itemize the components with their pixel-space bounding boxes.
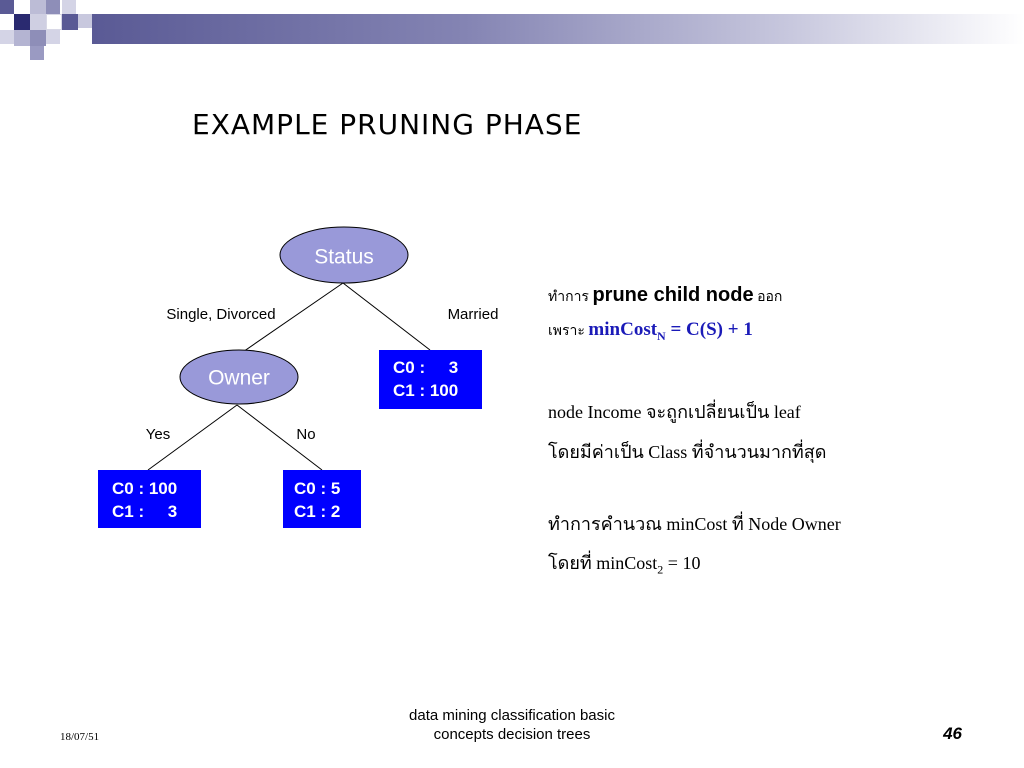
explanation-line-5: ทำการคำนวณ minCost ที่ Node Owner <box>548 514 841 534</box>
line2-subscript: N <box>657 328 666 343</box>
line6-subscript: 2 <box>657 562 664 577</box>
edge-status-married <box>343 283 430 350</box>
footer-date: 18/07/51 <box>60 731 100 743</box>
line1-suffix: ออก <box>757 290 783 305</box>
line2-formula <box>588 319 753 343</box>
explanation-line-2 <box>548 319 753 344</box>
line1-emphasis: prune child node <box>592 284 754 306</box>
explanation-line-3: node Income จะถูกเปลี่ยนเป็น leaf <box>548 402 801 422</box>
leaf-married-c0: C0 : 3 <box>393 358 459 377</box>
footer-caption-line-1: data mining classification basic <box>409 707 615 724</box>
footer-caption <box>362 706 662 744</box>
leaf-yes-c0: C0 : 100 <box>112 479 178 498</box>
explanation-line-1 <box>548 284 782 308</box>
node-status-label: Status <box>314 245 374 269</box>
explanation-line-4: โดยมีค่าเป็น Class ที่จำนวนมากที่สุด <box>548 442 827 462</box>
slide-title: EXAMPLE PRUNING PHASE <box>192 108 583 141</box>
line2-prefix: เพราะ <box>548 324 585 339</box>
leaf-no-c0: C0 : 5 <box>294 479 341 498</box>
edge-label-yes: Yes <box>145 426 171 443</box>
edge-label-married: Married <box>447 306 499 323</box>
line2-mincost: minCost <box>588 319 658 340</box>
leaf-married-c1: C1 : 100 <box>393 381 459 400</box>
line2-rest: = C(S) + 1 <box>665 319 753 340</box>
page-number: 46 <box>943 724 962 743</box>
leaf-yes-c1: C1 : 3 <box>112 502 178 521</box>
explanation-line-6 <box>548 548 700 578</box>
line6-prefix: โดยที่ minCost <box>548 553 658 573</box>
line1-prefix: ทำการ <box>548 290 589 305</box>
edge-label-no: No <box>296 426 316 443</box>
line6-rest: = 10 <box>663 553 701 573</box>
footer-caption-line-2: concepts decision trees <box>433 726 591 743</box>
node-owner-label: Owner <box>208 366 270 390</box>
leaf-no-c1: C1 : 2 <box>294 502 341 521</box>
edge-label-single-divorced: Single, Divorced <box>166 306 276 323</box>
